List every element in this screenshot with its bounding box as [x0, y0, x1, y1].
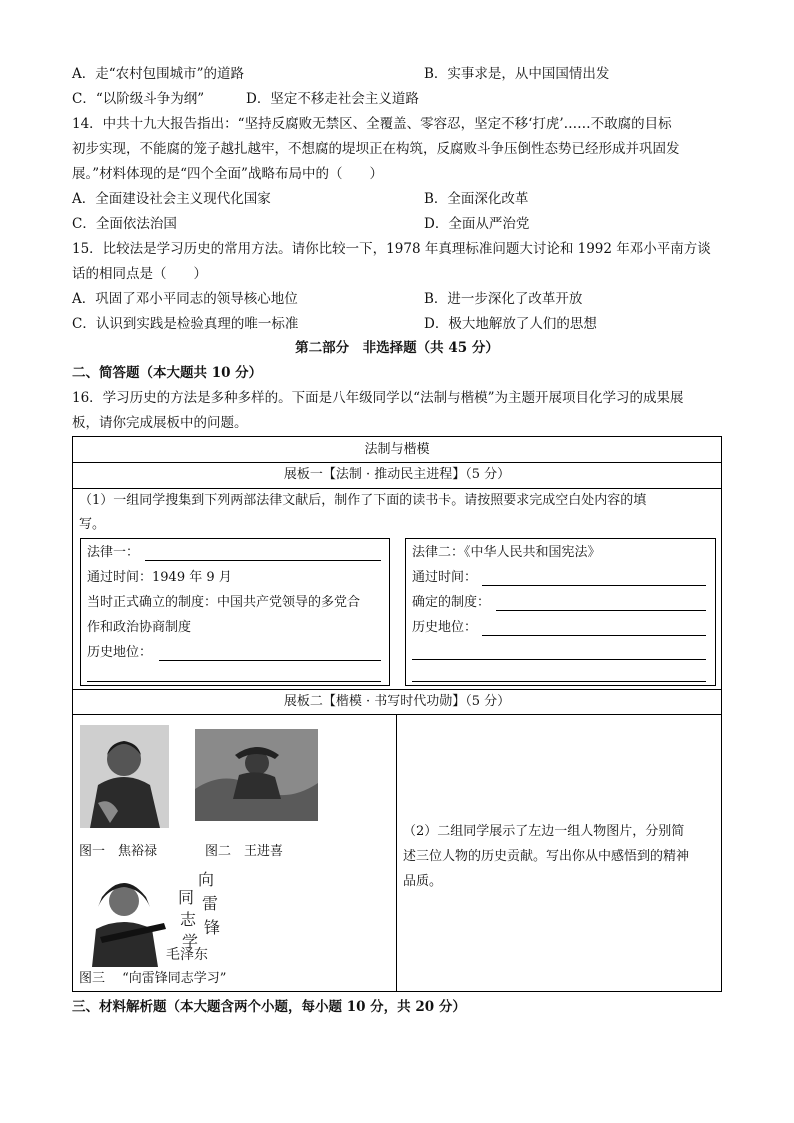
- card1-system-line1: 当时正式确立的制度：中国共产党领导的多党合: [87, 595, 361, 610]
- svg-text:志: 志: [180, 910, 197, 929]
- q13-option-d: D．坚定不移走社会主义道路: [246, 91, 419, 107]
- q15-option-b: B．进一步深化了改革开放: [424, 291, 583, 307]
- q14-option-a: A．全面建设社会主义现代化国家: [72, 191, 271, 207]
- svg-text:雷: 雷: [202, 894, 219, 913]
- svg-text:锋: 锋: [204, 918, 221, 937]
- svg-text:学: 学: [182, 932, 199, 951]
- q14-stem-line3: 展。”材料体现的是“四个全面”战略布局中的（ ）: [72, 166, 383, 182]
- card1-law-label: 法律一：: [87, 545, 140, 560]
- q13-option-a: A．走“农村包围城市”的道路: [72, 66, 245, 82]
- card1-status-blank2[interactable]: [87, 681, 381, 682]
- photo-wang-jinxi: [195, 729, 318, 821]
- reading-card-law1: [80, 538, 390, 686]
- card2-status-blank1[interactable]: [482, 635, 706, 636]
- q15-option-d: D．极大地解放了人们的思想: [424, 316, 597, 332]
- q13-option-c: C．“以阶级斗争为纲”: [72, 91, 205, 107]
- section2-title: 二、简答题（本大题共 10 分）: [72, 365, 263, 381]
- q15-stem-line1: 15．比较法是学习历史的常用方法。请你比较一下，1978 年真理标准问题大讨论和 1992 年邓小平南方谈: [72, 241, 711, 257]
- svg-text:向: 向: [198, 870, 215, 889]
- q16-stem-line2: 板，请你完成展板中的问题。: [72, 415, 248, 431]
- panel1-question-line2: 写。: [79, 517, 106, 532]
- reading-card-law2: [405, 538, 716, 686]
- q16-stem-line1: 16．学习历史的方法是多种多样的。下面是八年级同学以“法制与楷模”为主题开展项目化学习的成果展: [72, 390, 684, 406]
- q14-option-c: C．全面依法治国: [72, 216, 177, 232]
- q15-option-a: A．巩固了邓小平同志的领导核心地位: [72, 291, 298, 307]
- panel2-question-line3: 品质。: [403, 874, 443, 889]
- q15-option-c: C．认识到实践是检验真理的唯一标准: [72, 316, 299, 332]
- figure3-caption: 图三 “向雷锋同志学习”: [79, 971, 227, 986]
- card1-law-blank[interactable]: [145, 560, 381, 561]
- photo-jiao-yulu: [80, 725, 169, 828]
- part2-title: 第二部分 非选择题（共 45 分）: [295, 340, 499, 356]
- figure1-caption: 图一 焦裕禄: [79, 844, 158, 859]
- figure2-caption: 图二 王进喜: [205, 844, 284, 859]
- q15-stem-line2: 话的相同点是（ ）: [72, 266, 207, 282]
- q14-option-b: B．全面深化改革: [424, 191, 529, 207]
- q14-stem-line2: 初步实现，不能腐的笼子越扎越牢，不想腐的堤坝正在构筑，反腐败斗争压倒性态势已经形成并巩固发: [72, 141, 680, 157]
- panel2-question-line1: （2）二组同学展示了左边一组人物图片，分别简: [403, 824, 685, 839]
- board-title: 法制与楷模: [364, 442, 430, 457]
- card2-time-blank[interactable]: [482, 585, 706, 586]
- svg-text:毛泽东: 毛泽东: [166, 947, 208, 963]
- card2-system-label: 确定的制度：: [412, 595, 491, 610]
- svg-text:同: 同: [178, 888, 195, 907]
- q14-stem-line1: 14．中共十九大报告指出：“坚持反腐败无禁区、全覆盖、零容忍，坚定不移‘打虎’……不敢腐的目标: [72, 116, 672, 132]
- panel1-question-line1: （1）一组同学搜集到下列两部法律文献后，制作了下面的读书卡。请按照要求完成空白处内容的填: [79, 493, 647, 508]
- card1-status-label: 历史地位：: [87, 645, 153, 660]
- photo-lei-feng: [80, 867, 230, 967]
- card1-time: 通过时间：1949 年 9 月: [87, 570, 232, 585]
- card2-law: 法律二：《中华人民共和国宪法》: [412, 545, 601, 560]
- exhibition-board: [72, 436, 722, 992]
- card2-status-label: 历史地位：: [412, 620, 478, 635]
- card2-status-blank2[interactable]: [412, 659, 706, 660]
- section3-title: 三、材料解析题（本大题含两个小题，每小题 10 分，共 20 分）: [72, 999, 466, 1015]
- card1-system-line2: 作和政治协商制度: [87, 620, 192, 635]
- card2-time-label: 通过时间：: [412, 570, 478, 585]
- panel2-title: 展板二【楷模 · 书写时代功勋】（5 分）: [283, 694, 511, 709]
- panel2-question-line2: 述三位人物的历史贡献。写出你从中感悟到的精神: [403, 849, 690, 864]
- card1-status-blank1[interactable]: [159, 660, 381, 661]
- card2-system-blank[interactable]: [496, 610, 706, 611]
- panel1-title: 展板一【法制 · 推动民主进程】（5 分）: [283, 467, 511, 482]
- card2-status-blank3[interactable]: [412, 681, 706, 682]
- q14-option-d: D．全面从严治党: [424, 216, 530, 232]
- q13-option-b: B．实事求是，从中国国情出发: [424, 66, 610, 82]
